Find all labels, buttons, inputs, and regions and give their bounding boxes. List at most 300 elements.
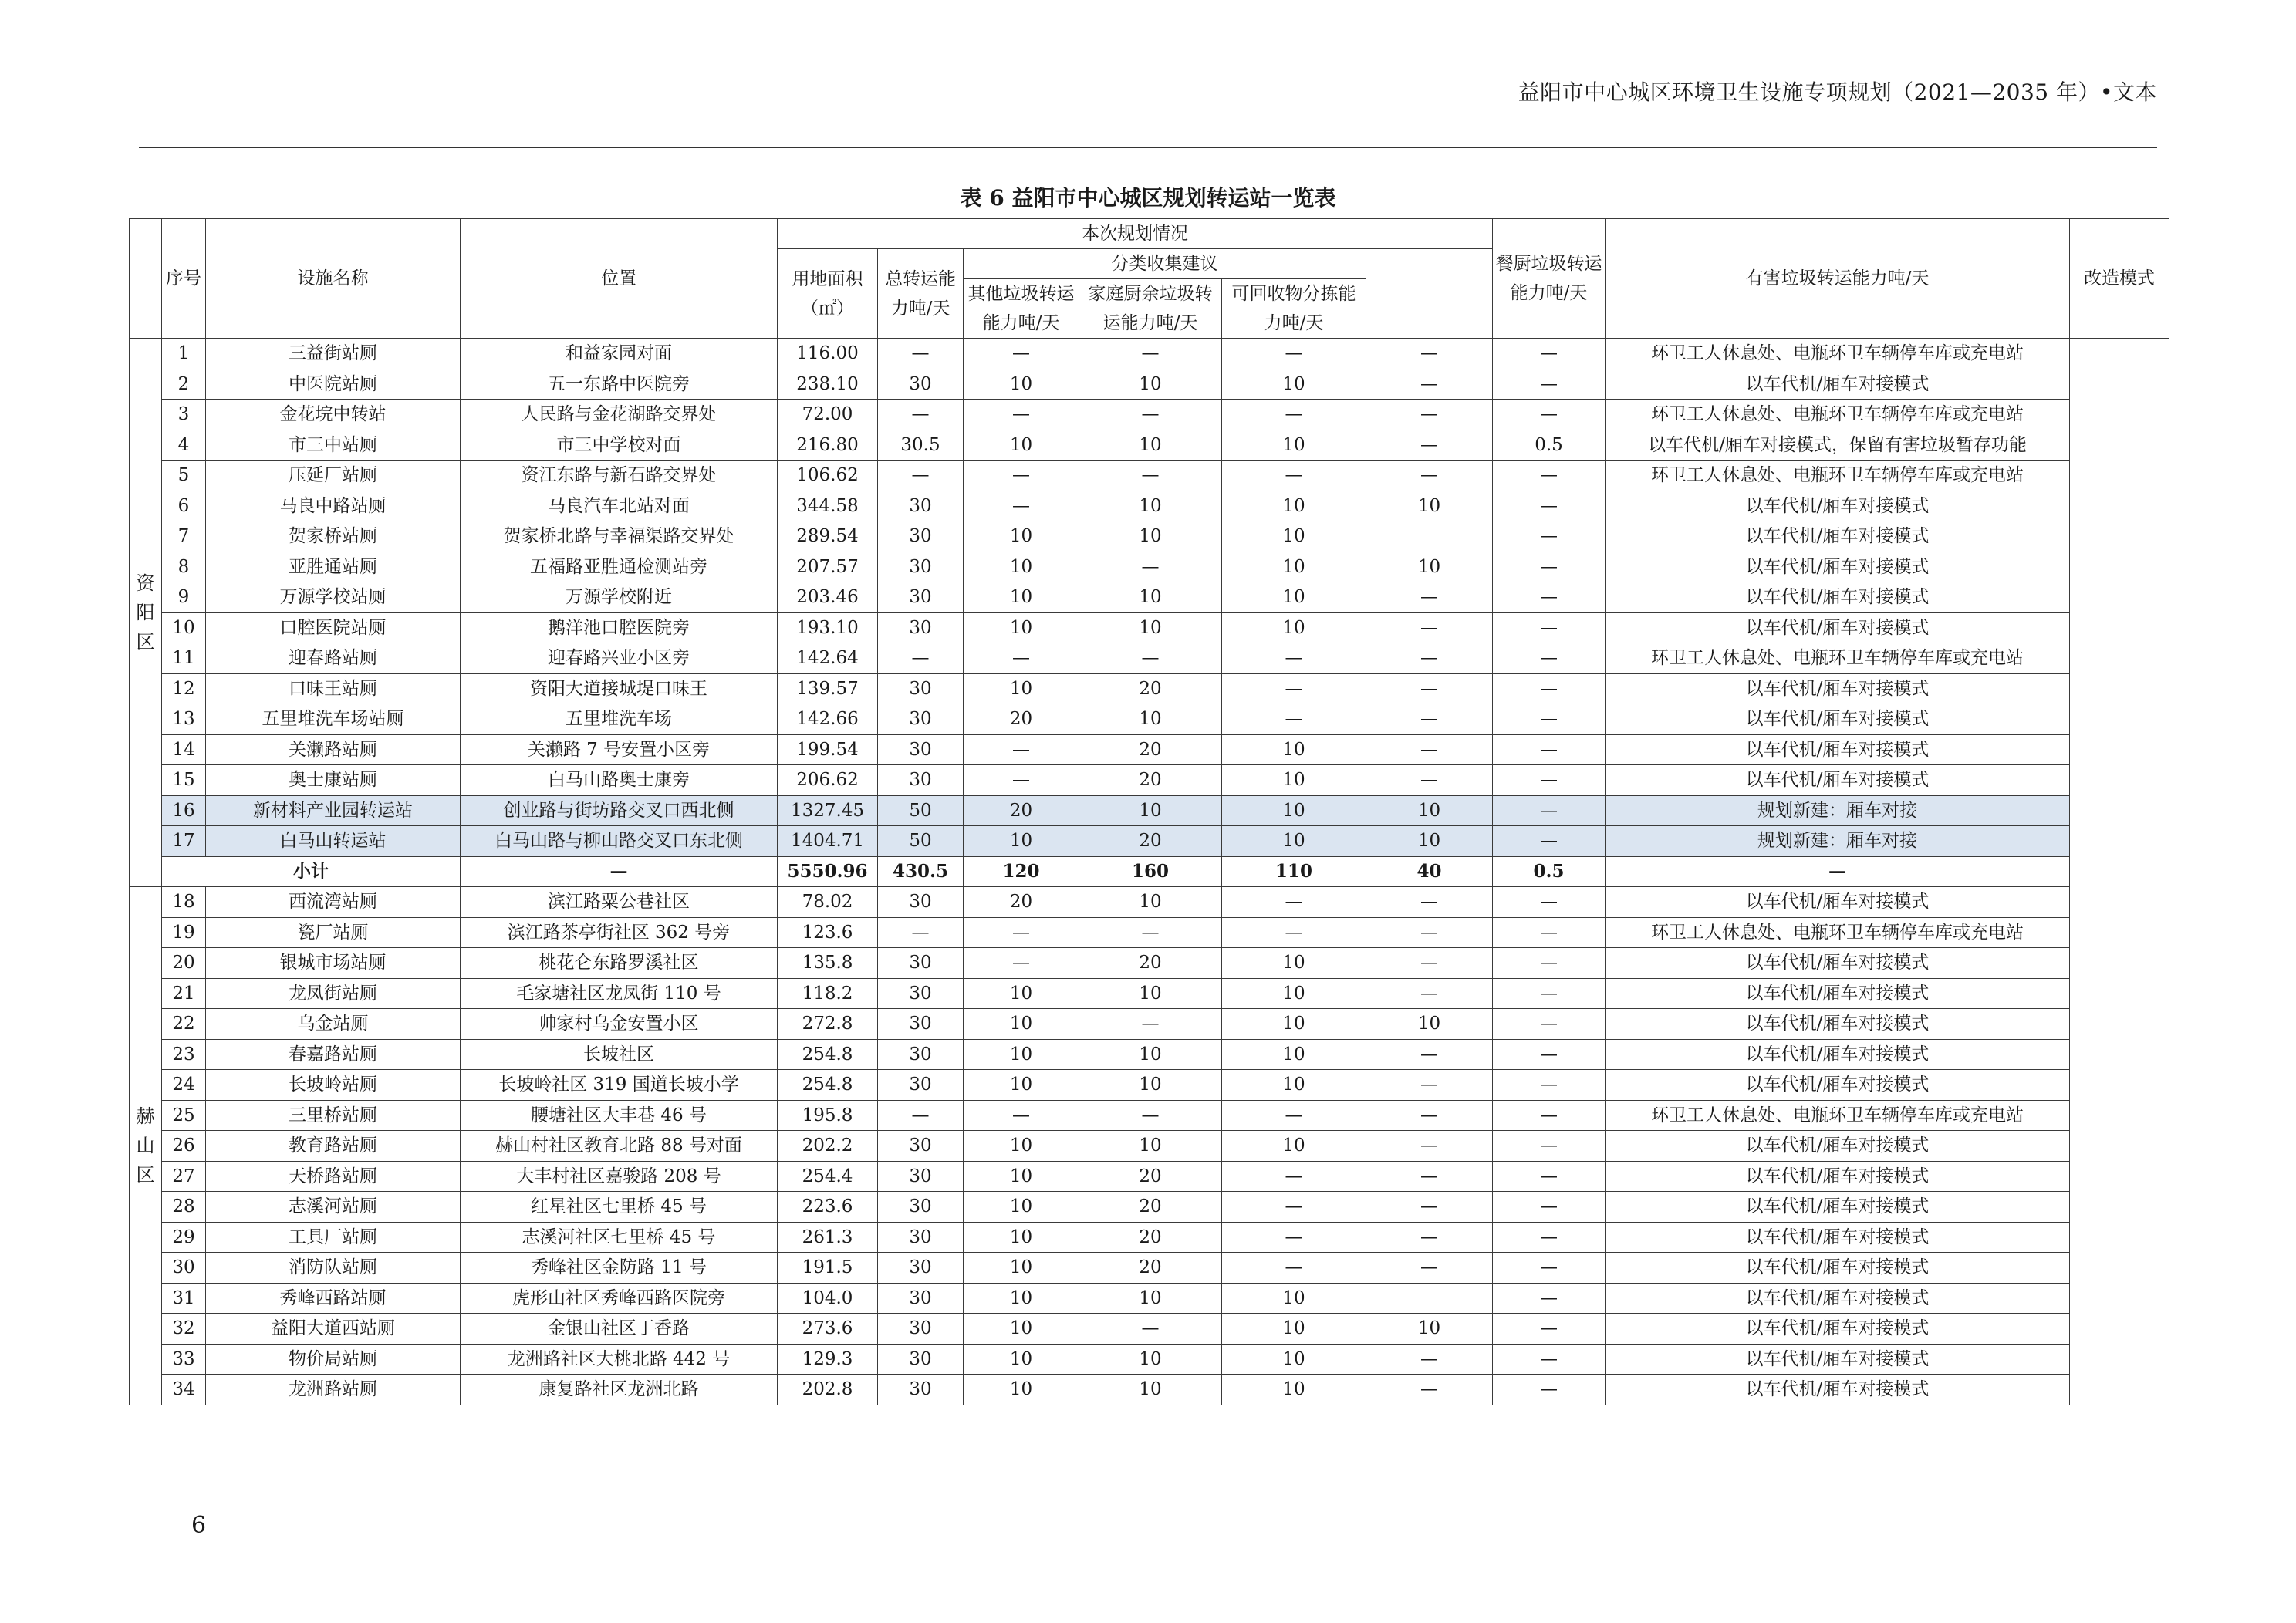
subtotal-label: 小计 [162,856,461,887]
table-cell: 123.6 [778,917,878,948]
table-cell: 10 [1222,1039,1366,1070]
table-cell: — [1222,643,1366,674]
table-cell: 长坡岭社区 319 国道长坡小学 [461,1070,778,1101]
table-cell: 30 [878,1070,964,1101]
table-cell: 10 [1222,1131,1366,1162]
table-cell: — [1366,1131,1493,1162]
table-cell: — [964,1100,1079,1131]
table-cell: 10 [1079,430,1222,461]
table-cell: 10 [1366,1314,1493,1345]
table-cell: 22 [162,1009,206,1040]
table-cell: 迎春路兴业小区旁 [461,643,778,674]
table-cell: 以车代机/厢车对接模式 [1606,1375,2070,1405]
table-cell: — [1366,1253,1493,1284]
table-row [130,400,2169,430]
table-cell: 10 [964,1375,1079,1405]
table-cell: — [1366,887,1493,918]
table-cell: 10 [964,1222,1079,1253]
table-cell: 环卫工人休息处、电瓶环卫车辆停车库或充电站 [1606,400,2070,430]
table-cell: 23 [162,1039,206,1070]
table-cell: — [1493,400,1606,430]
table-cell: 10 [1366,826,1493,857]
table-cell: 以车代机/厢车对接模式 [1606,612,2070,643]
table-cell: — [1493,1222,1606,1253]
table-cell: 10 [964,1009,1079,1040]
table-cell: 25 [162,1100,206,1131]
table-cell: 27 [162,1161,206,1192]
table-cell: 西流湾站厕 [206,887,461,918]
table-row [130,1253,2169,1284]
table-cell: — [1493,1161,1606,1192]
table-cell: 物价局站厕 [206,1344,461,1375]
table-cell: 马良中路站厕 [206,491,461,521]
table-cell: — [1222,461,1366,491]
table-cell: 30 [878,612,964,643]
table-row [130,1344,2169,1375]
table-cell: 以车代机/厢车对接模式 [1606,1131,2070,1162]
table-row [130,948,2169,979]
table-cell: — [878,1100,964,1131]
table-row [130,917,2169,948]
district-cell: 赫山区 [130,887,162,1405]
table-cell: 203.46 [778,582,878,613]
table-cell: 志溪河社区七里桥 45 号 [461,1222,778,1253]
table-cell: — [1493,826,1606,857]
table-cell: — [1493,978,1606,1009]
table-cell: 20 [1079,1192,1222,1223]
table-cell: 以车代机/厢车对接模式 [1606,1039,2070,1070]
table-cell: 迎春路站厕 [206,643,461,674]
table-cell: 10 [964,582,1079,613]
table-cell: 帅家村乌金安置小区 [461,1009,778,1040]
table-cell: 毛家塘社区龙凤街 110 号 [461,978,778,1009]
table-cell: 34 [162,1375,206,1405]
table-cell: — [1222,400,1366,430]
table-cell: 1327.45 [778,795,878,826]
table-cell: 马良汽车北站对面 [461,491,778,521]
table-cell: 202.8 [778,1375,878,1405]
table-cell: 15 [162,765,206,796]
table-cell: 以车代机/厢车对接模式 [1606,978,2070,1009]
table-cell: 254.4 [778,1161,878,1192]
col-restaurant-waste: 餐厨垃圾转运能力吨/天 [1493,219,1606,339]
table-cell: 10 [162,612,206,643]
table-cell: — [1222,1222,1366,1253]
table-cell: 118.2 [778,978,878,1009]
table-cell: — [1493,948,1606,979]
table-cell: 10 [964,369,1079,400]
table-cell: 20 [964,704,1079,735]
table-cell: — [1366,734,1493,765]
table-cell: 30 [878,704,964,735]
table-cell: — [1366,1222,1493,1253]
table-cell: 26 [162,1131,206,1162]
table-row [130,826,2169,857]
table-row [130,582,2169,613]
table-cell: — [1079,917,1222,948]
table-cell: — [878,643,964,674]
table-cell: 254.8 [778,1039,878,1070]
table-cell: 10 [1366,1009,1493,1040]
table-cell: — [1366,400,1493,430]
table-cell: 以车代机/厢车对接模式 [1606,491,2070,521]
table-cell: — [878,339,964,369]
table-cell: 以车代机/厢车对接模式 [1606,1253,2070,1284]
table-cell: 10 [964,430,1079,461]
table-cell: 207.57 [778,552,878,582]
col-mode: 改造模式 [2070,219,2169,339]
table-cell: 以车代机/厢车对接模式 [1606,1070,2070,1101]
table-cell: — [1493,1131,1606,1162]
table-cell: 30 [878,1344,964,1375]
table-cell [1366,521,1493,552]
table-cell: — [1366,673,1493,704]
table-row [130,430,2169,461]
table-cell: — [461,856,778,887]
table-cell: 10 [1222,948,1366,979]
table-row [130,1375,2169,1405]
table-cell: 30 [162,1253,206,1284]
table-cell: 19 [162,917,206,948]
col-total-capacity: 总转运能力吨/天 [878,249,964,339]
table-cell: 10 [1222,795,1366,826]
table-cell: — [964,339,1079,369]
col-location: 位置 [461,219,778,339]
table-cell: — [1493,491,1606,521]
table-row [130,521,2169,552]
table-row [130,1161,2169,1192]
table-cell: 教育路站厕 [206,1131,461,1162]
table-cell: — [1222,1253,1366,1284]
table-cell: 10 [964,1314,1079,1345]
table-cell: 贺家桥北路与幸福渠路交界处 [461,521,778,552]
table-cell: — [1493,369,1606,400]
table-cell: 规划新建：厢车对接 [1606,795,2070,826]
table-cell: 以车代机/厢车对接模式 [1606,1161,2070,1192]
table-cell: 31 [162,1283,206,1314]
table-cell: 新材料产业园转运站 [206,795,461,826]
table-cell: 10 [1079,1039,1222,1070]
col-current-plan: 本次规划情况 [778,219,1493,249]
table-cell: — [1079,339,1222,369]
table-cell: 以车代机/厢车对接模式 [1606,704,2070,735]
table-cell: — [1606,856,2070,887]
table-cell: — [1493,552,1606,582]
table-cell: 40 [1366,856,1493,887]
table-cell: 3 [162,400,206,430]
table-cell: 10 [964,612,1079,643]
table-cell: — [1366,704,1493,735]
table-cell: 50 [878,826,964,857]
table-cell: 30 [878,582,964,613]
table-cell: 10 [1079,369,1222,400]
table-cell: 10 [1222,978,1366,1009]
table-title: 表 6 益阳市中心城区规划转运站一览表 [960,185,1336,211]
table-cell: — [1366,1375,1493,1405]
table-cell: 白马山转运站 [206,826,461,857]
table-cell: 金银山社区丁香路 [461,1314,778,1345]
table-cell: 20 [1079,948,1222,979]
table-cell: 10 [964,1253,1079,1284]
table-cell: 10 [1222,491,1366,521]
table-cell: 桃花仑东路罗溪社区 [461,948,778,979]
col-recyclable: 可回收物分拣能力吨/天 [1222,279,1366,339]
table-cell: — [1222,1161,1366,1192]
table-cell: 口腔医院站厕 [206,612,461,643]
table-cell: — [1366,978,1493,1009]
table-cell: 口味王站厕 [206,673,461,704]
table-cell: 10 [1222,612,1366,643]
table-cell: 30 [878,1192,964,1223]
page-number: 6 [191,1512,207,1539]
table-cell: 以车代机/厢车对接模式 [1606,1222,2070,1253]
table-cell: 24 [162,1070,206,1101]
table-cell: — [1366,582,1493,613]
table-cell: — [1366,1192,1493,1223]
table-cell: — [1366,612,1493,643]
col-hazardous: 有害垃圾转运能力吨/天 [1606,219,2070,339]
table-row [130,339,2169,369]
table-cell: 三里桥站厕 [206,1100,461,1131]
table-cell: 五福路亚胜通检测站旁 [461,552,778,582]
table-cell: 199.54 [778,734,878,765]
table-cell: 20 [1079,765,1222,796]
table-cell: 261.3 [778,1222,878,1253]
table-cell: 272.8 [778,1009,878,1040]
table-cell: 10 [1079,1344,1222,1375]
table-cell: — [964,461,1079,491]
table-cell: 以车代机/厢车对接模式 [1606,887,2070,918]
table-cell: 20 [964,887,1079,918]
table-cell: 志溪河站厕 [206,1192,461,1223]
table-cell: 344.58 [778,491,878,521]
table-cell: 万源学校附近 [461,582,778,613]
table-cell: — [1366,643,1493,674]
table-cell: 5550.96 [778,856,878,887]
table-row [130,552,2169,582]
table-cell: — [1366,765,1493,796]
table-cell: — [878,917,964,948]
table-cell: 压延厂站厕 [206,461,461,491]
table-cell: 30 [878,673,964,704]
table-cell: 10 [1079,1375,1222,1405]
table-cell: 以车代机/厢车对接模式 [1606,1283,2070,1314]
table-cell: — [1366,917,1493,948]
table-cell: 30.5 [878,430,964,461]
table-cell: 以车代机/厢车对接模式 [1606,369,2070,400]
table-cell: 乌金站厕 [206,1009,461,1040]
table-row [130,1192,2169,1223]
table-cell: 红星社区七里桥 45 号 [461,1192,778,1223]
table-row [130,734,2169,765]
table-cell: 116.00 [778,339,878,369]
table-cell: 30 [878,1009,964,1040]
table-cell: 市三中学校对面 [461,430,778,461]
table-cell: 16 [162,795,206,826]
table-cell: 秀峰社区金防路 11 号 [461,1253,778,1284]
table-cell: 10 [1366,552,1493,582]
table-cell: 以车代机/厢车对接模式 [1606,521,2070,552]
table-cell: 亚胜通站厕 [206,552,461,582]
table-cell: 10 [1079,704,1222,735]
table-cell: 72.00 [778,400,878,430]
table-row [130,1283,2169,1314]
table-cell: — [878,461,964,491]
table-row [130,643,2169,674]
table-cell: 33 [162,1344,206,1375]
table-cell: — [1493,1100,1606,1131]
table-cell: 以车代机/厢车对接模式 [1606,1192,2070,1223]
table-cell: 10 [1079,491,1222,521]
table-cell: — [1493,1283,1606,1314]
table-cell: 195.8 [778,1100,878,1131]
table-cell: 益阳大道西站厕 [206,1314,461,1345]
district-header [130,219,162,339]
table-row [130,673,2169,704]
table-cell: 奥士康站厕 [206,765,461,796]
table-cell: 10 [1222,1070,1366,1101]
table-cell: — [1493,795,1606,826]
table-cell: 10 [1222,552,1366,582]
table-cell: 三益街站厕 [206,339,461,369]
table-cell: — [1222,704,1366,735]
table-cell: — [1079,400,1222,430]
table-cell: 1404.71 [778,826,878,857]
table-cell: 工具厂站厕 [206,1222,461,1253]
table-cell: 以车代机/厢车对接模式，保留有害垃圾暂存功能 [1606,430,2070,461]
table-cell: 11 [162,643,206,674]
header-divider [139,147,2157,148]
table-cell: 30 [878,552,964,582]
table-cell: 金花垸中转站 [206,400,461,430]
table-cell: 10 [1222,734,1366,765]
table-cell: — [1366,461,1493,491]
table-cell: 30 [878,887,964,918]
district-cell: 资阳区 [130,339,162,887]
table-row [130,461,2169,491]
table-cell: 消防队站厕 [206,1253,461,1284]
table-cell: 以车代机/厢车对接模式 [1606,582,2070,613]
col-name: 设施名称 [206,219,461,339]
table-cell: 160 [1079,856,1222,887]
table-cell: — [964,765,1079,796]
table-cell: — [964,400,1079,430]
table-cell: 和益家园对面 [461,339,778,369]
table-cell: — [1366,339,1493,369]
table-cell: — [964,948,1079,979]
table-cell: — [1222,339,1366,369]
table-cell: — [1366,369,1493,400]
table-cell: 10 [1079,978,1222,1009]
table-cell: — [1222,917,1366,948]
table-cell: 瓷厂站厕 [206,917,461,948]
table-cell: — [1366,1100,1493,1131]
table-row [130,795,2169,826]
table-cell: 龙凤街站厕 [206,978,461,1009]
table-cell: — [964,643,1079,674]
table-cell: 9 [162,582,206,613]
table-cell: 18 [162,887,206,918]
table-row [130,887,2169,918]
subtotal-row [130,856,2169,887]
table-cell: — [1493,1192,1606,1223]
table-cell: 以车代机/厢车对接模式 [1606,673,2070,704]
table-cell: 30 [878,1131,964,1162]
table-cell: 30 [878,1253,964,1284]
table-cell: 28 [162,1192,206,1223]
table-cell: 7 [162,521,206,552]
table-cell: 8 [162,552,206,582]
table-cell: — [1366,1070,1493,1101]
table-cell: 10 [1222,1375,1366,1405]
table-row [130,765,2169,796]
table-cell: 206.62 [778,765,878,796]
table-cell: 规划新建：厢车对接 [1606,826,2070,857]
table-cell: — [1493,673,1606,704]
table-cell: 10 [964,1131,1079,1162]
table-cell: 资阳大道接城堤口味王 [461,673,778,704]
table-cell: 30 [878,978,964,1009]
table-cell: 6 [162,491,206,521]
table-cell: — [1079,461,1222,491]
table-cell: 以车代机/厢车对接模式 [1606,1009,2070,1040]
table-cell: 20 [162,948,206,979]
table-cell: — [1493,1253,1606,1284]
table-cell: 10 [1222,521,1366,552]
table-row [130,491,2169,521]
table-cell: 龙洲路站厕 [206,1375,461,1405]
table-cell: 以车代机/厢车对接模式 [1606,948,2070,979]
table-cell: 10 [1079,1283,1222,1314]
table-cell: 滨江路茶亭街社区 362 号旁 [461,917,778,948]
table-cell: — [1493,1009,1606,1040]
col-area: 用地面积（㎡） [778,249,878,339]
table-cell: 10 [964,1192,1079,1223]
table-cell: — [1366,1161,1493,1192]
table-cell: — [1493,521,1606,552]
table-row [130,1222,2169,1253]
table-cell: 10 [1079,612,1222,643]
table-cell: 129.3 [778,1344,878,1375]
table-cell: — [878,400,964,430]
table-cell: — [1366,1039,1493,1070]
table-cell: 30 [878,1222,964,1253]
table-cell: 10 [964,1344,1079,1375]
table-cell: 环卫工人休息处、电瓶环卫车辆停车库或充电站 [1606,339,2070,369]
table-row [130,612,2169,643]
table-row [130,1009,2169,1040]
table-cell: 20 [1079,826,1222,857]
table-cell: 环卫工人休息处、电瓶环卫车辆停车库或充电站 [1606,461,2070,491]
table-cell: — [1493,917,1606,948]
table-cell: 5 [162,461,206,491]
table-cell: — [1493,643,1606,674]
table-cell: 10 [1222,826,1366,857]
table-row [130,704,2169,735]
table-cell: 秀峰西路站厕 [206,1283,461,1314]
table-cell: 14 [162,734,206,765]
table-cell: 30 [878,1039,964,1070]
table-cell: 135.8 [778,948,878,979]
table-cell: 鹅洋池口腔医院旁 [461,612,778,643]
table-cell: 10 [1222,1009,1366,1040]
table-cell: 10 [964,673,1079,704]
table-cell: — [1493,1039,1606,1070]
table-row [130,1100,2169,1131]
table-cell: — [1079,1009,1222,1040]
table-row [130,369,2169,400]
table-cell: — [1493,765,1606,796]
